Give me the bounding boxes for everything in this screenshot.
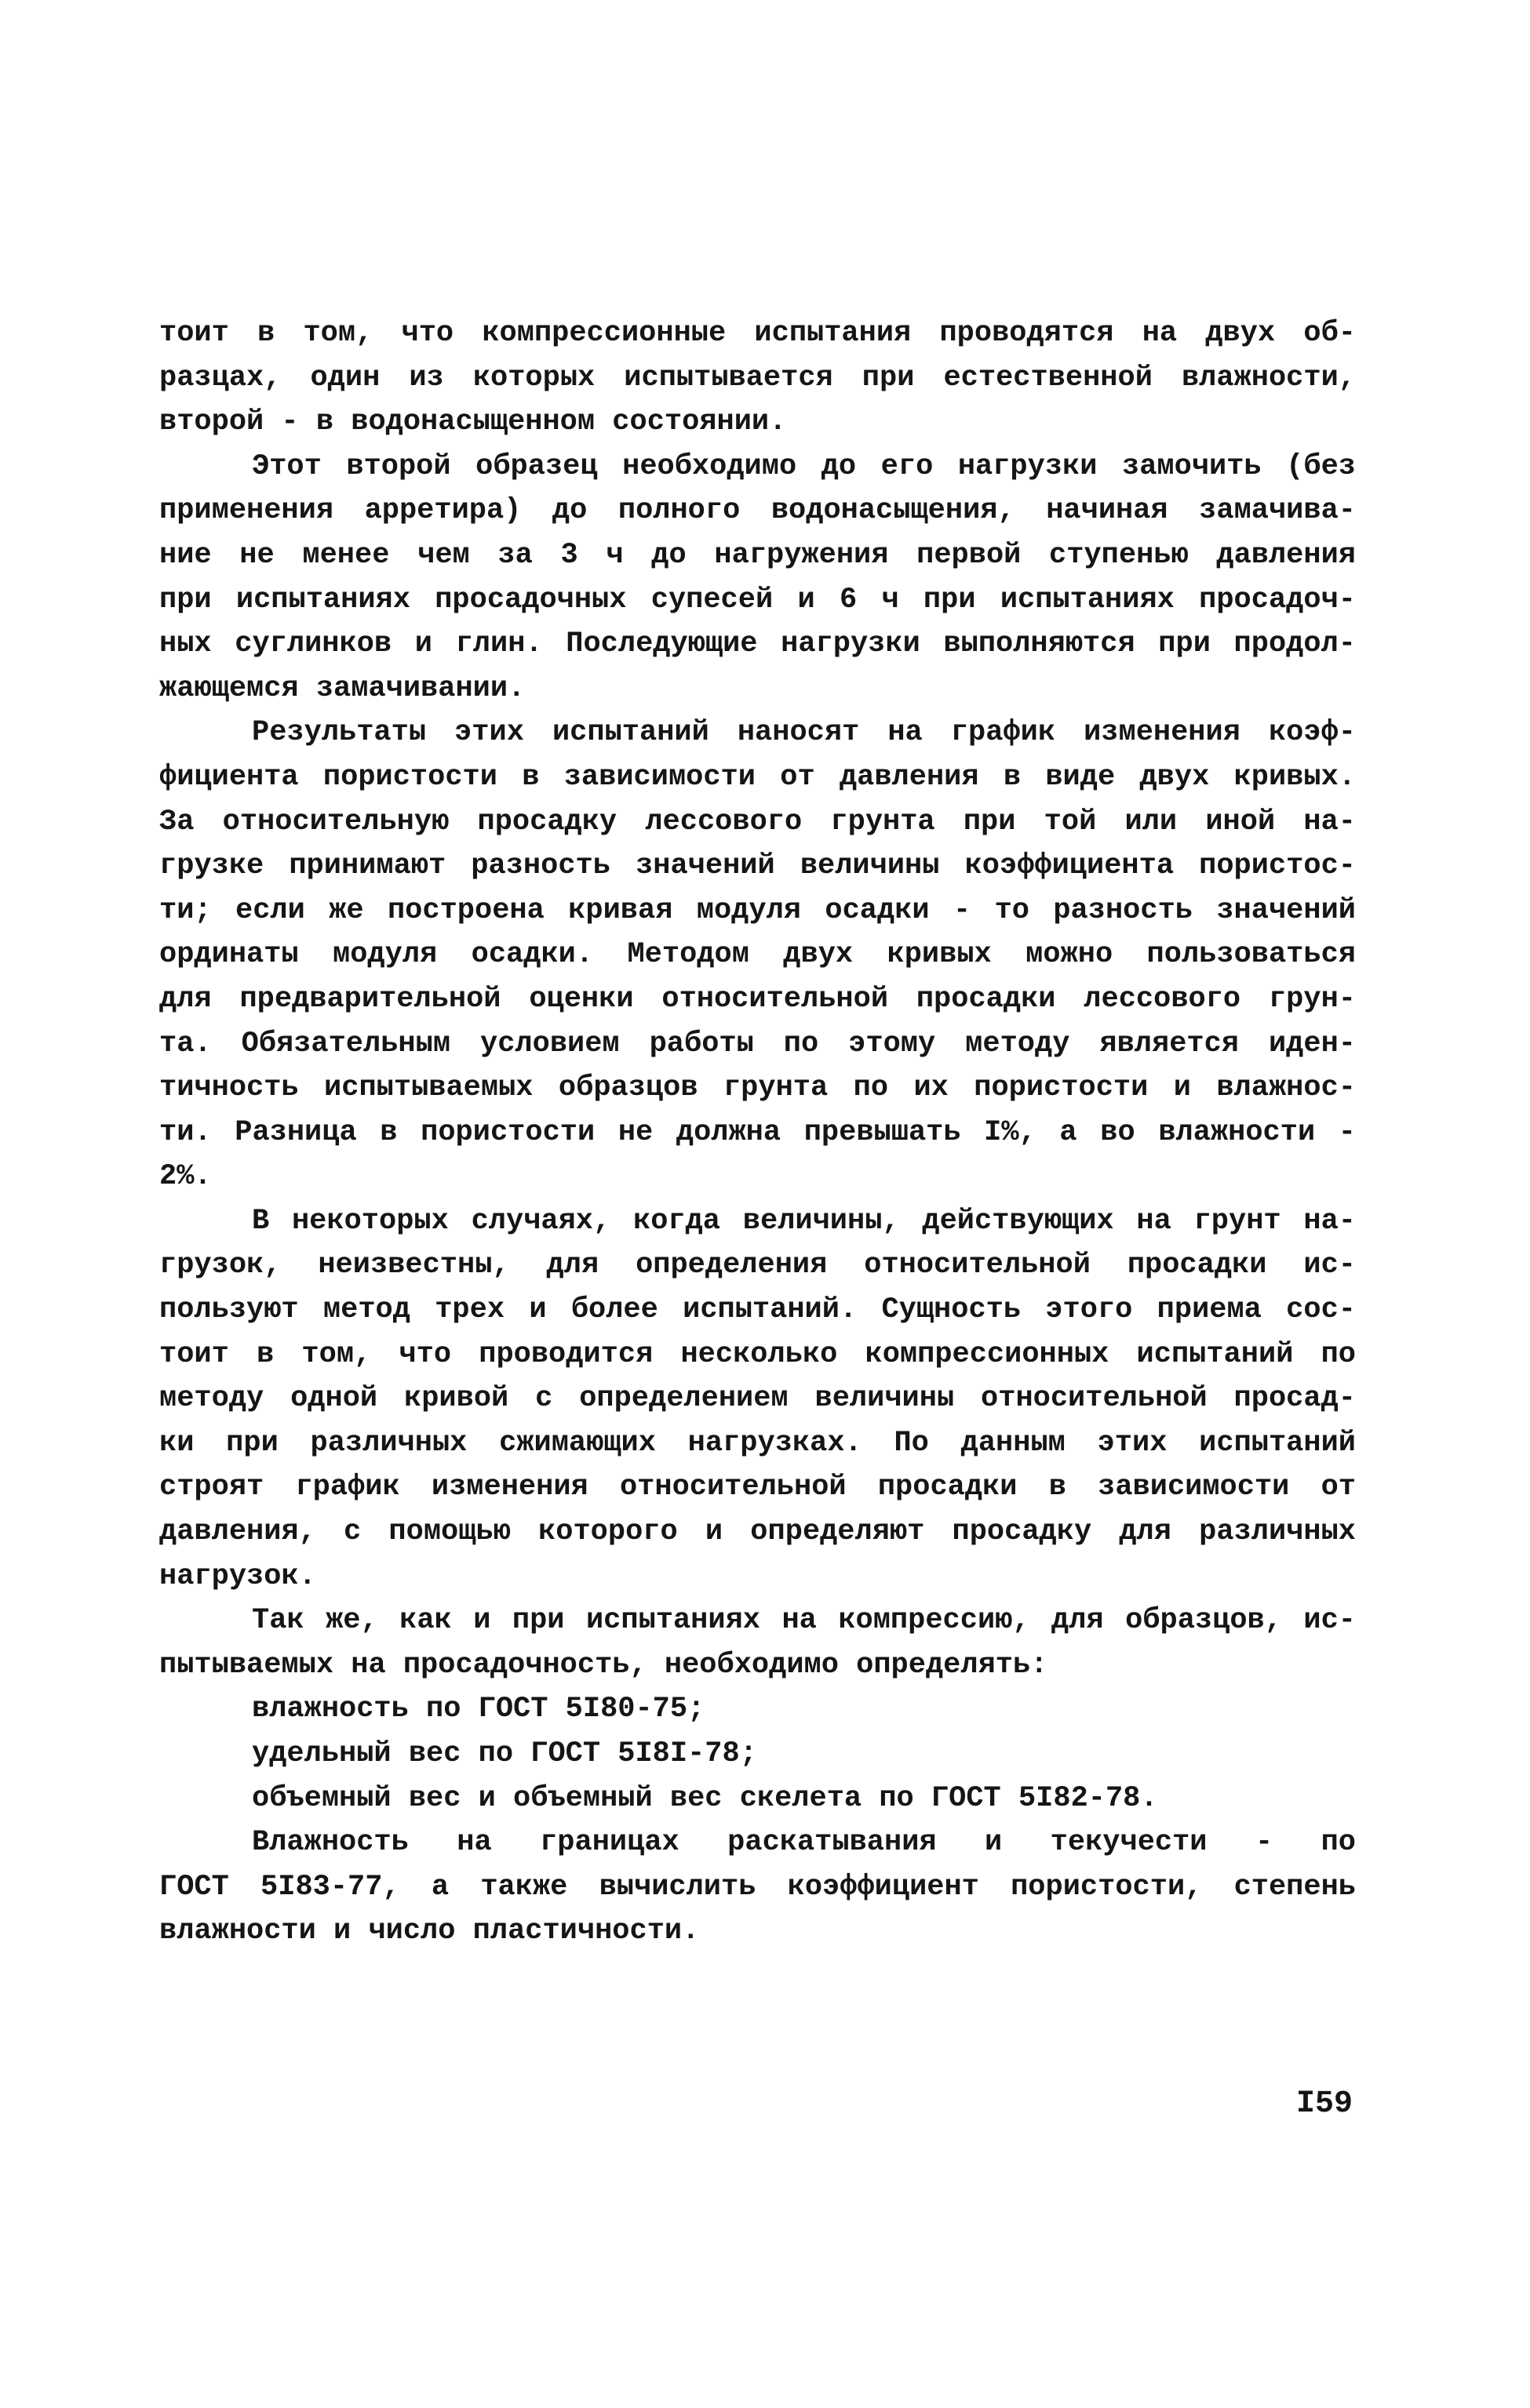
text-line: ГОСТ 5I83-77, а также вычислить коэффициент пористости, степень: [159, 1870, 1356, 1904]
text-line: строят график изменения относительной просадки в зависимости от: [159, 1471, 1356, 1504]
text-line: 2%.: [159, 1160, 212, 1194]
paragraph: [159, 1687, 1356, 1732]
text-line: ние не менее чем за 3 ч до нагружения первой ступенью давления: [159, 538, 1356, 572]
text-line: давления, с помощью которого и определяют просадку для различных: [159, 1515, 1356, 1549]
text-line: ти. Разница в пористости не должна превышать I%, а во влажности -: [159, 1115, 1356, 1149]
paragraph: [159, 1599, 1356, 1687]
text-line: та. Обязательным условием работы по этому методу является иден-: [159, 1027, 1356, 1060]
text-line: пытываемых на просадочность, необходимо определять:: [159, 1648, 1048, 1682]
text-line: для предварительной оценки относительной просадки лессового грун-: [159, 982, 1356, 1016]
paragraph: [159, 445, 1356, 711]
paragraph: [159, 711, 1356, 1199]
text-line: ки при различных сжимающих нагрузках. По данным этих испытаний: [159, 1426, 1356, 1460]
text-line: влажность по ГОСТ 5I80-75;: [252, 1693, 705, 1726]
text-line: пользуют метод трех и более испытаний. Сущность этого приема сос-: [159, 1293, 1356, 1327]
text-line: Этот второй образец необходимо до его нагрузки замочить (без: [252, 449, 1356, 483]
text-line: Так же, как и при испытаниях на компрессию, для образцов, ис-: [252, 1604, 1356, 1638]
text-line: влажности и число пластичности.: [159, 1915, 700, 1948]
text-line: За относительную просадку лессового грунта при той или иной на-: [159, 805, 1356, 838]
text-line: Результаты этих испытаний наносят на график изменения коэф-: [252, 716, 1356, 750]
text-line: применения арретира) до полного водонасыщения, начиная замачива-: [159, 494, 1356, 528]
text-line: методу одной кривой с определением величины относительной просад-: [159, 1382, 1356, 1416]
text-line: ных суглинков и глин. Последующие нагрузки выполняются при продол-: [159, 627, 1356, 661]
text-line: грузок, неизвестны, для определения относительной просадки ис-: [159, 1249, 1356, 1282]
body-text: [159, 311, 1356, 1954]
text-line: грузке принимают разность значений величины коэффициента пористос-: [159, 849, 1356, 883]
text-line: тоит в том, что проводится несколько компрессионных испытаний по: [159, 1337, 1356, 1371]
text-line: при испытаниях просадочных супесей и 6 ч при испытаниях просадоч-: [159, 583, 1356, 617]
paragraph: [159, 1199, 1356, 1599]
text-line: фициента пористости в зависимости от давления в виде двух кривых.: [159, 760, 1356, 794]
text-line: объемный вес и объемный вес скелета по ГОСТ 5I82-78.: [252, 1781, 1158, 1815]
text-line: В некоторых случаях, когда величины, действующих на грунт на-: [252, 1204, 1356, 1238]
text-line: тичность испытываемых образцов грунта по их пористости и влажнос-: [159, 1071, 1356, 1105]
text-line: ти; если же построена кривая модуля осадки - то разность значений: [159, 893, 1356, 927]
paragraph: [159, 311, 1356, 445]
text-line: удельный вес по ГОСТ 5I8I-78;: [252, 1737, 757, 1770]
paragraph: [159, 1732, 1356, 1777]
text-line: ординаты модуля осадки. Методом двух кривых можно пользоваться: [159, 938, 1356, 972]
text-line: второй - в водонасыщенном состоянии.: [159, 406, 787, 439]
text-line: Влажность на границах раскатывания и текучести - по: [252, 1826, 1356, 1860]
page-number: I59: [1296, 2086, 1353, 2122]
text-line: жающемся замачивании.: [159, 671, 526, 705]
text-line: разцах, один из которых испытывается при естественной влажности,: [159, 361, 1356, 395]
text-line: нагрузок.: [159, 1559, 316, 1593]
text-line: тоит в том, что компрессионные испытания проводятся на двух об-: [159, 317, 1356, 350]
paragraph: [159, 1777, 1356, 1821]
paragraph: [159, 1821, 1356, 1954]
